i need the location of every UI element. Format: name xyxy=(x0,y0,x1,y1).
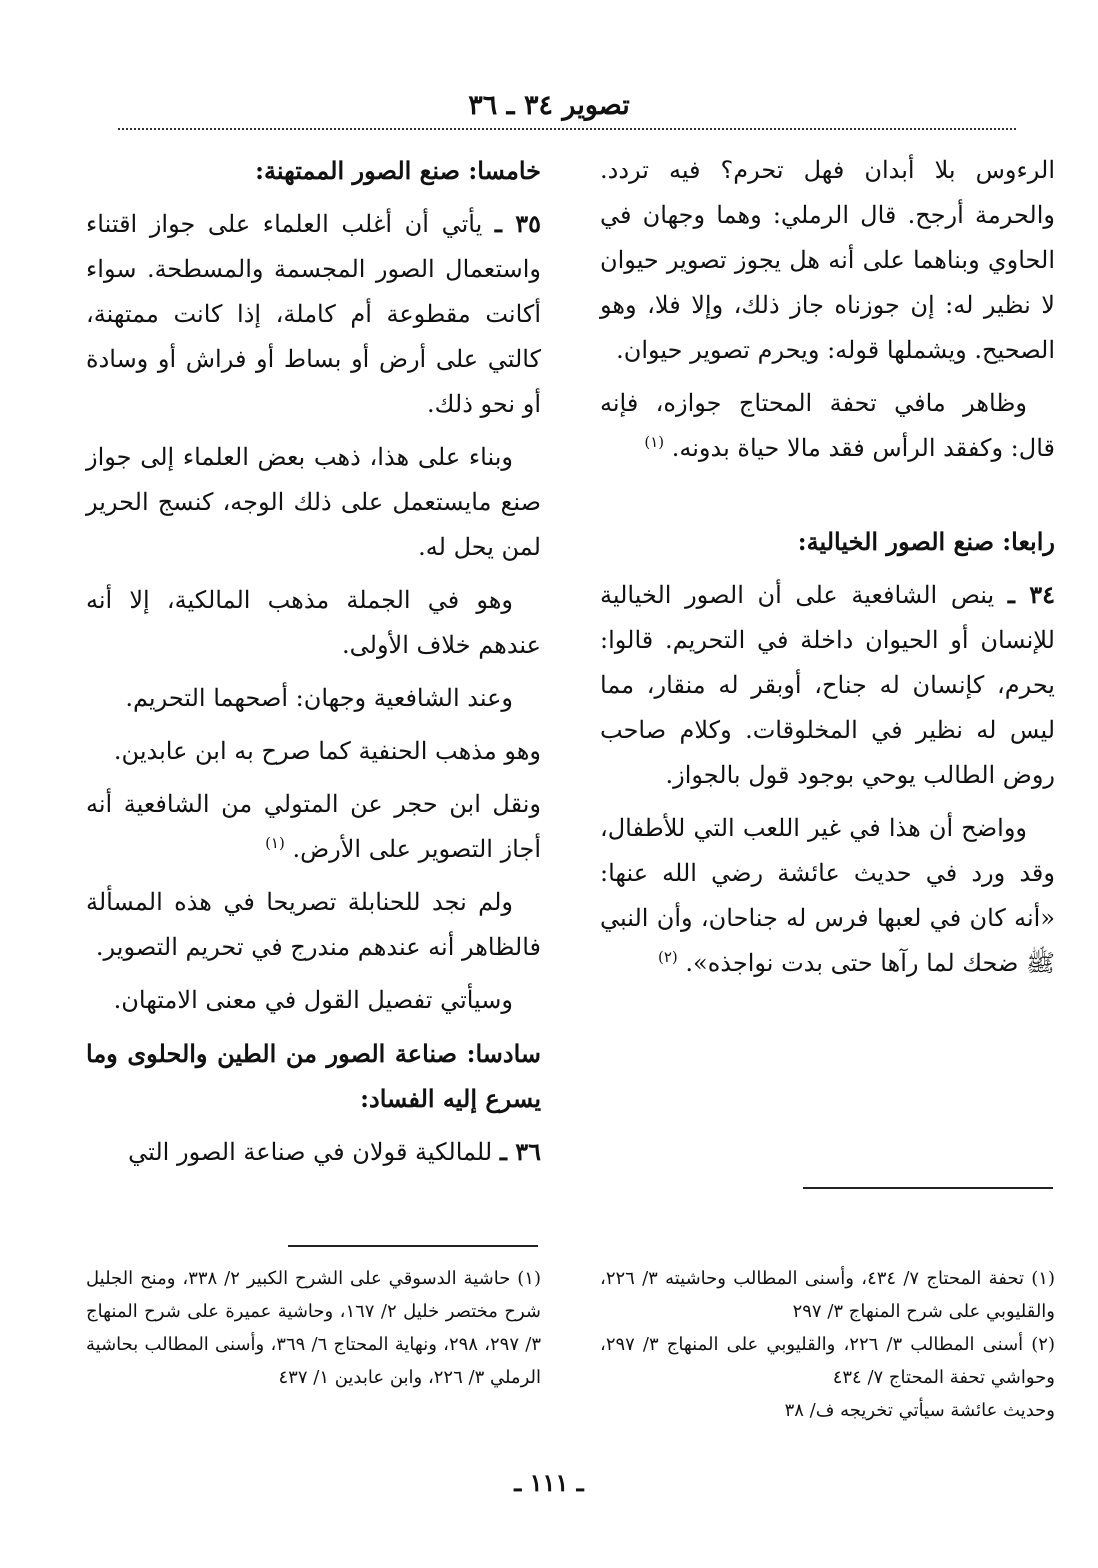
paragraph xyxy=(600,148,1055,373)
paragraph-text: ونقل ابن حجر عن المتولي من الشافعية أنه أجاز التصوير على الأرض. xyxy=(86,790,541,863)
footnote: (١) حاشية الدسوقي على الشرح الكبير ٢/ ٣٣٨، ومنح الجليل شرح مختصر خليل ٢/ ١٦٧، وحاشية عميرة على شرح المنهاج ٣/ ٢٩٧، ٢٩٨، ونهاية المحتاج ٦/ ٣٦٩، وأسنى المطالب بحاشية الرملي ٣/ ٢٢٦، وابن عابدين ١/ ٤٣٧ xyxy=(86,1268,541,1388)
paragraph: وبناء على هذا، ذهب بعض العلماء إلى جواز صنع مايستعمل على ذلك الوجه، كنسج الحرير لمن يحل له. xyxy=(86,443,541,561)
paragraph-text: ينص الشافعية على أن الصور الخيالية للإنسان أو الحيوان داخلة في التحريم. قالوا: يحرم، كإنسان له جناح، أوبقر له منقار، مما ليس له نظير في المخلوقات. وكلام صاحب روض الطالب يوحي بوجود قول بالجواز. xyxy=(600,581,1055,789)
paragraph-text: يأتي أن أغلب العلماء على جواز اقتناء واستعمال الصور المجسمة والمسطحة. سواء أكانت مقطوعة أم كاملة، إذا كانت ممتهنة، كالتي على أرض أو بساط أو فراش أو وسادة أو نحو ذلك. xyxy=(86,210,541,418)
footnote-ref: (١) xyxy=(265,834,285,852)
paragraph: وهو مذهب الحنفية كما صرح به ابن عابدين. xyxy=(113,737,541,765)
page-header-title: تصوير ٣٤ ـ ٣٦ xyxy=(468,90,630,121)
paragraph-text: وظاهر مافي تحفة المحتاج جوازه، فإنه قال: وكفقد الرأس فقد مالا حياة بدونه. xyxy=(600,389,1055,462)
paragraph: وسيأتي تفصيل القول في معنى الامتهان. xyxy=(113,986,513,1014)
spacer xyxy=(600,479,1055,519)
footnote: وحديث عائشة سيأتي تخريجه ف/ ٣٨ xyxy=(784,1400,1055,1421)
footnote-divider xyxy=(803,1187,1053,1189)
footnote-ref: (١) xyxy=(644,433,665,451)
footnotes-left xyxy=(86,1262,541,1394)
paragraph: ولم نجد للحنابلة تصريحا في هذه المسألة فالظاهر أنه عندهم مندرج في تحريم التصوير. xyxy=(86,888,541,961)
paragraph xyxy=(600,806,1055,986)
section-heading-4: رابعا: صنع الصور الخيالية: xyxy=(797,527,1055,556)
footnote: (١) تحفة المحتاج ٧/ ٤٣٤، وأسنى المطالب وحاشيته ٣/ ٢٢٦، والقليوبي على شرح المنهاج ٣/ ٢٩٧ xyxy=(600,1268,1055,1322)
footnote-ref: (٢) xyxy=(657,948,678,966)
item-number: ٣٤ ـ xyxy=(1007,580,1055,609)
item-number: ٣٦ ـ xyxy=(499,1137,541,1166)
paragraph: وهو في الجملة مذهب المالكية، إلا أنه عندهم خلاف الأولى. xyxy=(86,586,541,659)
footnote-divider xyxy=(288,1245,538,1247)
item-number: ٣٥ ـ xyxy=(494,209,541,238)
paragraph xyxy=(86,782,541,872)
paragraph xyxy=(600,381,1055,471)
paragraph-text: للمالكية قولان في صناعة الصور التي xyxy=(128,1138,493,1166)
paragraph xyxy=(600,572,1055,798)
page-number: ـ ١١١ ـ xyxy=(514,1468,584,1497)
section-heading-5: خامسا: صنع الصور الممتهنة: xyxy=(255,156,541,185)
paragraph: وعند الشافعية وجهان: أصحهما التحريم. xyxy=(125,684,513,712)
left-column xyxy=(86,148,541,1183)
section-heading-6: سادسا: صناعة الصور من الطين والحلوى وما يسرع إليه الفساد: xyxy=(86,1039,541,1113)
header-divider xyxy=(118,128,1016,130)
footnotes-right xyxy=(600,1262,1055,1427)
paragraph xyxy=(86,201,541,427)
paragraph xyxy=(86,1129,541,1175)
paragraph-text: وواضح أن هذا في غير اللعب التي للأطفال، وقد ورد في حديث عائشة رضي الله عنها: «أنه كان في لعبها فرس له جناحان، وأن النبي ﷺ ضحك لما رآها حتى بدت نواجذه». xyxy=(600,814,1055,977)
paragraph-text: الرءوس بلا أبدان فهل تحرم؟ فيه تردد. والحرمة أرجح. قال الرملي: وهما وجهان في الحاوي وبناهما على أنه هل يجوز تصوير حيوان لا نظير له: إن جوزناه جاز ذلك، وإلا فلا، وهو الصحيح. ويشملها قوله: ويحرم تصوير حيوان. xyxy=(600,156,1055,364)
right-column xyxy=(600,148,1055,994)
footnote: (٢) أسنى المطالب ٣/ ٢٢٦، والقليوبي على المنهاج ٣/ ٢٩٧، وحواشي تحفة المحتاج ٧/ ٤٣٤ xyxy=(600,1334,1055,1388)
